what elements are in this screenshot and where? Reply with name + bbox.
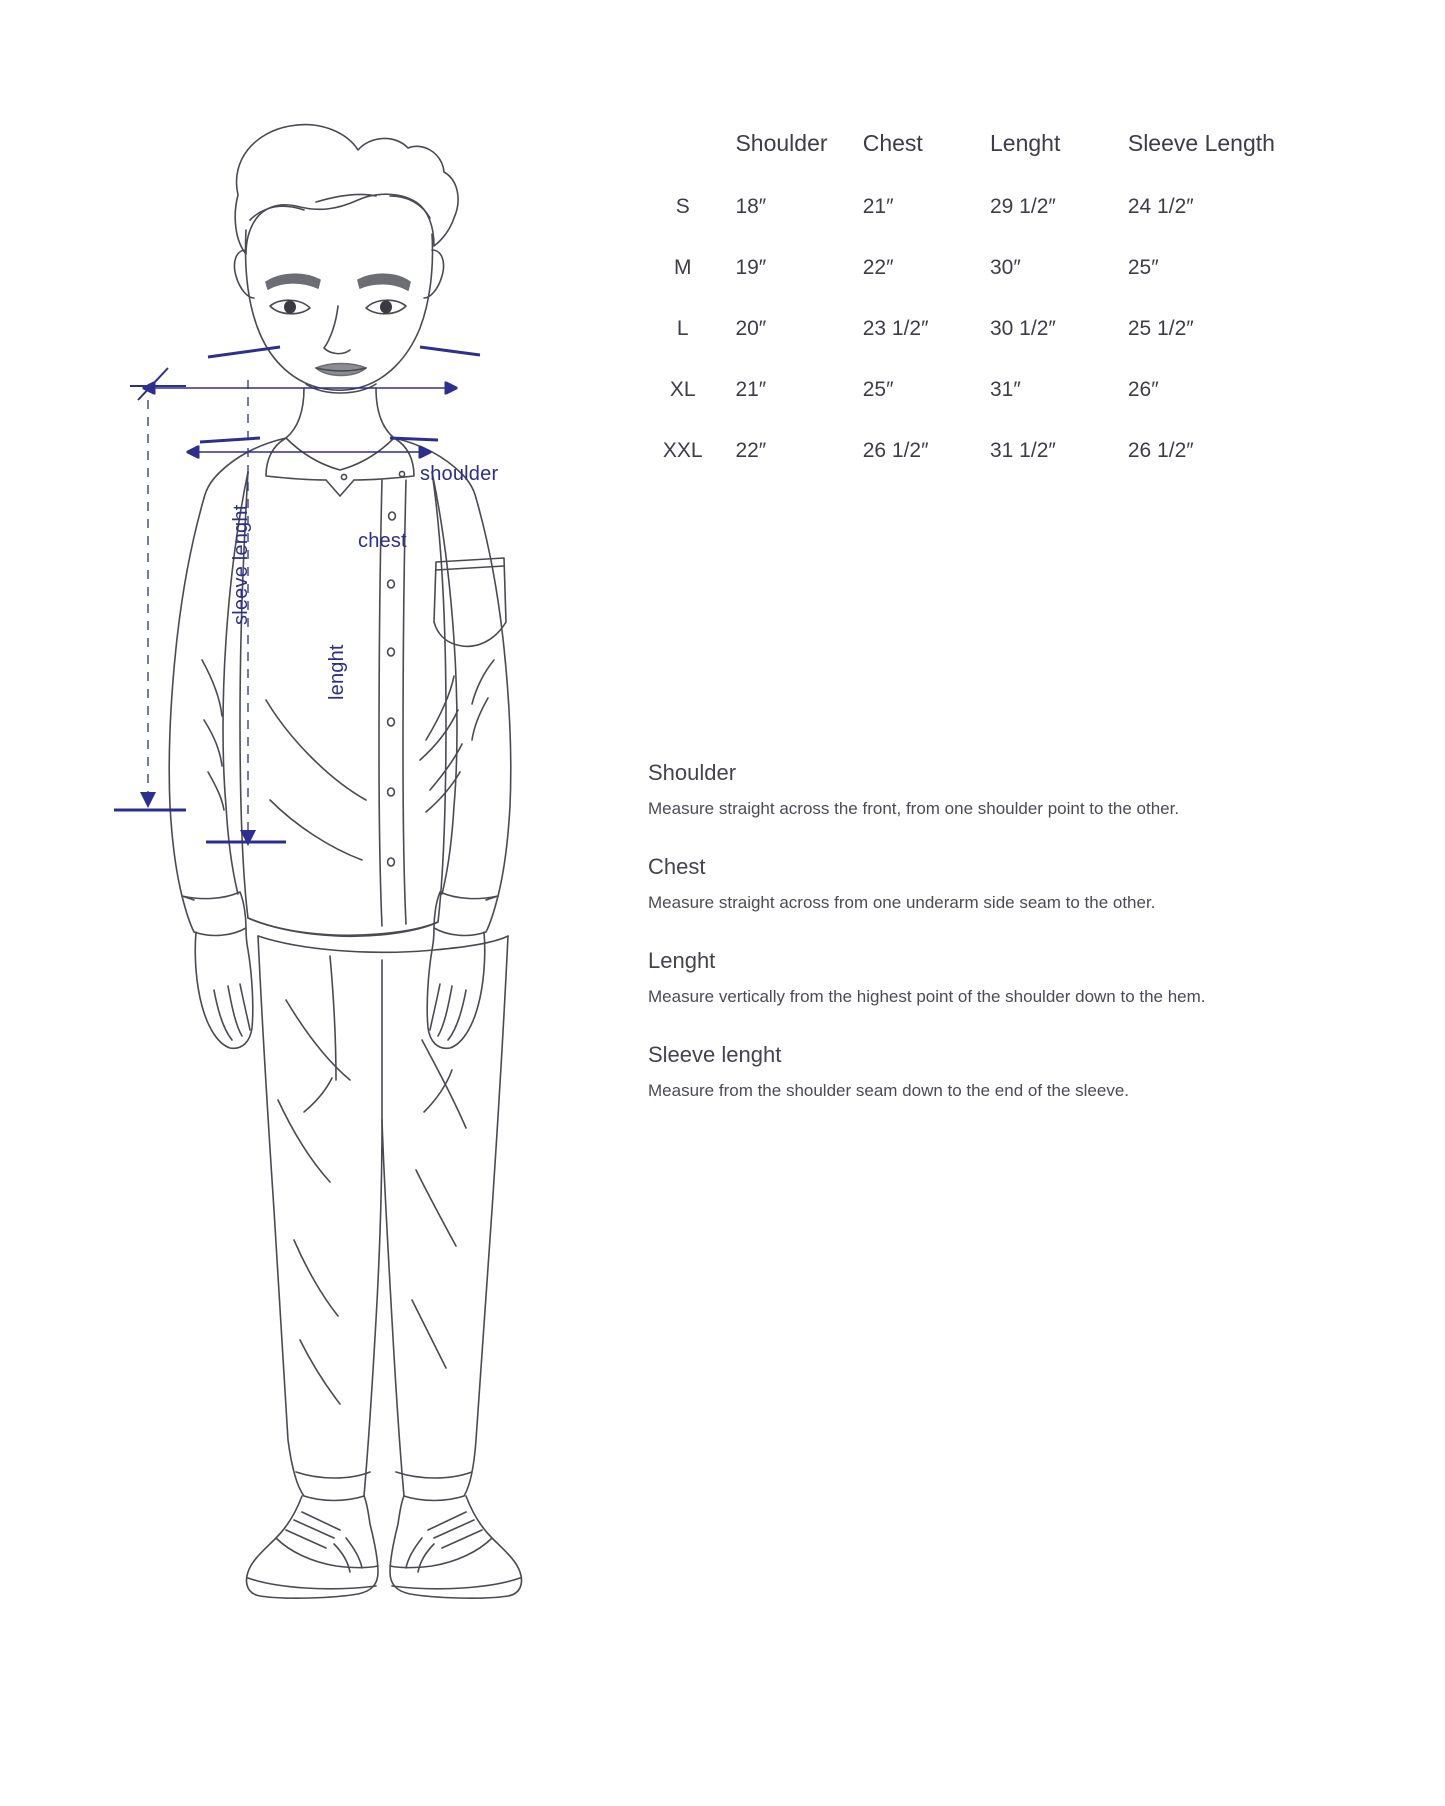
cell-sleeve: 24 1/2″ (1127, 195, 1194, 218)
size-chart-table (640, 130, 1340, 500)
cell-shoulder: 18″ (735, 195, 767, 218)
cell-shoulder: 21″ (735, 378, 767, 401)
definition-title: Chest (648, 854, 706, 880)
header-sleeve-length: Sleeve Length (1127, 130, 1275, 156)
definition-shoulder (648, 760, 1368, 820)
table-header-row (640, 130, 1340, 195)
cell-size: XXL (662, 439, 703, 462)
cell-size: M (673, 256, 692, 279)
cell-shoulder: 19″ (735, 256, 767, 279)
definition-text: Measure straight across from one underarm side seam to the other. (648, 893, 1156, 913)
cell-sleeve: 26 1/2″ (1127, 439, 1194, 462)
cell-sleeve: 25 1/2″ (1127, 317, 1194, 340)
cell-size: S (675, 195, 690, 218)
table-row (640, 439, 1340, 500)
cell-sleeve: 25″ (1127, 256, 1159, 279)
measurement-illustration (90, 100, 610, 1600)
definition-title: Sleeve lenght (648, 1042, 782, 1068)
definition-text: Measure from the shoulder seam down to the end of the sleeve. (648, 1081, 1129, 1101)
cell-chest: 22″ (862, 256, 894, 279)
cell-size: XL (669, 378, 696, 401)
definition-title: Shoulder (648, 760, 737, 785)
definition-length (648, 948, 1368, 1008)
cell-shoulder: 22″ (735, 439, 767, 462)
cell-sleeve: 26″ (1127, 378, 1159, 401)
cell-length: 30″ (989, 256, 1021, 279)
header-size (640, 130, 735, 195)
definition-text: Measure vertically from the highest point of the shoulder down to the hem. (648, 987, 1206, 1007)
header-shoulder: Shoulder (735, 130, 828, 156)
definition-sleeve-length (648, 1042, 1368, 1102)
table-row (640, 195, 1340, 256)
cell-chest: 26 1/2″ (862, 439, 929, 462)
cell-length: 30 1/2″ (989, 317, 1056, 340)
chest-measure-label: chest (358, 530, 407, 552)
header-chest: Chest (862, 130, 923, 156)
definition-text: Measure straight across the front, from one shoulder point to the other. (648, 799, 1180, 818)
cell-length: 31 1/2″ (989, 439, 1056, 462)
table-row (640, 378, 1340, 439)
cell-shoulder: 20″ (735, 317, 767, 340)
sleeve-length-measure-label: sleeve lenght (230, 504, 252, 625)
table-row (640, 256, 1340, 317)
table-row (640, 317, 1340, 378)
cell-chest: 25″ (862, 378, 894, 401)
definition-chest (648, 854, 1368, 914)
cell-chest: 21″ (862, 195, 894, 218)
cell-length: 29 1/2″ (989, 195, 1056, 218)
model-figure-sketch (90, 100, 610, 1600)
cell-size: L (676, 317, 689, 340)
measurement-definitions (648, 760, 1368, 1136)
shoulder-measure-label: shoulder (420, 463, 499, 485)
length-measure-label: lenght (326, 644, 348, 700)
cell-length: 31″ (989, 378, 1021, 401)
definition-title: Lenght (648, 948, 716, 974)
header-length: Lenght (989, 130, 1061, 156)
cell-chest: 23 1/2″ (862, 317, 929, 340)
